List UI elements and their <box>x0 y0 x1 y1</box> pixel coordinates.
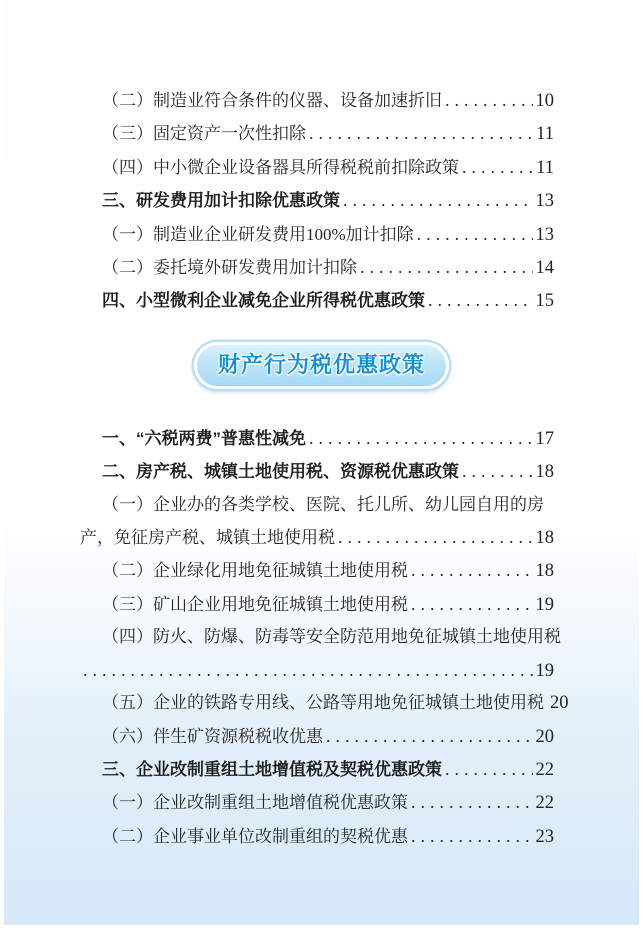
toc-page-number: 13 <box>535 191 554 212</box>
toc-leader-dots <box>445 84 533 116</box>
toc-entry-text: （二）委托境外研发费用加计扣除 <box>102 258 357 278</box>
toc-page-number: 11 <box>536 157 554 178</box>
toc-entry <box>80 455 554 488</box>
toc-page-number: 22 <box>535 759 554 780</box>
toc-leader-dots <box>326 720 533 752</box>
toc-section-income-tax <box>4 0 639 318</box>
toc-page-number: 19 <box>535 660 554 681</box>
toc-entry-text: （三）矿山企业用地免征城镇土地使用税 <box>102 594 408 614</box>
toc-entry <box>80 720 554 753</box>
toc-leader-dots <box>462 151 533 183</box>
toc-leader-dots <box>445 753 533 785</box>
toc-entry-text: 三、研发费用加计扣除优惠政策 <box>102 191 340 211</box>
toc-entry <box>80 151 554 184</box>
toc-entry <box>80 422 554 455</box>
toc-leader-dots <box>343 184 533 216</box>
toc-entry-text: （一）制造业企业研发费用100%加计扣除 <box>102 224 414 244</box>
toc-entry-text: （一）企业办的各类学校、医院、托儿所、幼儿园自用的房 <box>102 494 544 514</box>
toc-entry <box>80 284 554 317</box>
toc-entry <box>80 251 554 284</box>
toc-leader-dots <box>411 786 533 818</box>
toc-leader-dots <box>360 251 533 283</box>
toc-page-number: 15 <box>535 291 554 312</box>
toc-page-number: 18 <box>535 528 554 549</box>
toc-entry-text: 三、企业改制重组土地增值税及契税优惠政策 <box>102 759 442 779</box>
toc-entry-text: （二）制造业符合条件的仪器、设备加速折旧 <box>102 91 442 110</box>
toc-entry-text: （三）固定资产一次性扣除 <box>102 124 306 144</box>
toc-entry <box>80 521 554 554</box>
toc-entry-text: 二、房产税、城镇土地使用税、资源税优惠政策 <box>102 462 459 482</box>
toc-entry-text: （一）企业改制重组土地增值税优惠政策 <box>102 793 408 813</box>
toc-page-number: 10 <box>535 91 554 111</box>
toc-leader-dots <box>411 554 533 586</box>
toc-leader-dots <box>411 588 533 620</box>
toc-entry <box>80 588 554 621</box>
toc-leader-dots <box>428 284 533 316</box>
toc-entry <box>80 489 554 521</box>
toc-leader-dots <box>309 422 533 454</box>
toc-entry-text: （四）中小微企业设备器具所得税税前扣除政策 <box>102 157 459 177</box>
toc-page-number: 19 <box>535 594 554 615</box>
toc-entry <box>80 218 554 251</box>
toc-entry-text: （二）企业事业单位改制重组的契税优惠 <box>102 826 408 846</box>
toc-page-number: 18 <box>535 462 554 483</box>
toc-page-number: 20 <box>535 726 554 747</box>
toc-entry-text: 产，免征房产税、城镇土地使用税 <box>80 528 335 548</box>
toc-page-number: 17 <box>535 428 554 449</box>
toc-page-number: 20 <box>550 693 569 714</box>
toc-page-number: 22 <box>535 793 554 814</box>
toc-entry <box>80 786 554 819</box>
toc-leader-dots <box>338 521 533 553</box>
toc-entry <box>80 654 554 687</box>
toc-page-number: 18 <box>535 561 554 582</box>
toc-page-number: 23 <box>535 826 554 847</box>
toc-entry <box>80 820 554 853</box>
toc-entry <box>80 554 554 587</box>
toc-leader-dots <box>309 117 533 149</box>
toc-page-number: 14 <box>535 258 554 279</box>
toc-page-number: 13 <box>535 224 554 245</box>
toc-entry <box>80 184 554 217</box>
toc-entry <box>80 753 554 786</box>
toc-entry-text: 四、小型微利企业减免企业所得税优惠政策 <box>102 291 425 311</box>
toc-entry <box>80 687 569 719</box>
toc-entry-text: （四）防火、防爆、防毒等安全防范用地免征城镇土地使用税 <box>102 627 561 647</box>
toc-entry <box>80 621 561 653</box>
toc-entry <box>80 84 554 117</box>
section-badge-wrap <box>4 342 639 390</box>
toc-entry-text: （二）企业绿化用地免征城镇土地使用税 <box>102 561 408 581</box>
section-badge: 财产行为税优惠政策 <box>194 342 449 389</box>
toc-leader-dots <box>411 820 533 852</box>
toc-leader-dots <box>462 455 533 487</box>
toc-entry <box>80 117 554 150</box>
toc-entry-text: （六）伴生矿资源税税收优惠 <box>102 726 323 746</box>
toc-page-number: 11 <box>536 124 554 145</box>
toc-entry-text: 一、“六税两费”普惠性减免 <box>102 428 306 448</box>
toc-leader-dots <box>417 218 533 250</box>
toc-entry-text: （五）企业的铁路专用线、公路等用地免征城镇土地使用税 <box>102 693 544 713</box>
toc-section-property-behavior-tax <box>4 422 639 853</box>
toc-leader-dots <box>83 654 533 686</box>
